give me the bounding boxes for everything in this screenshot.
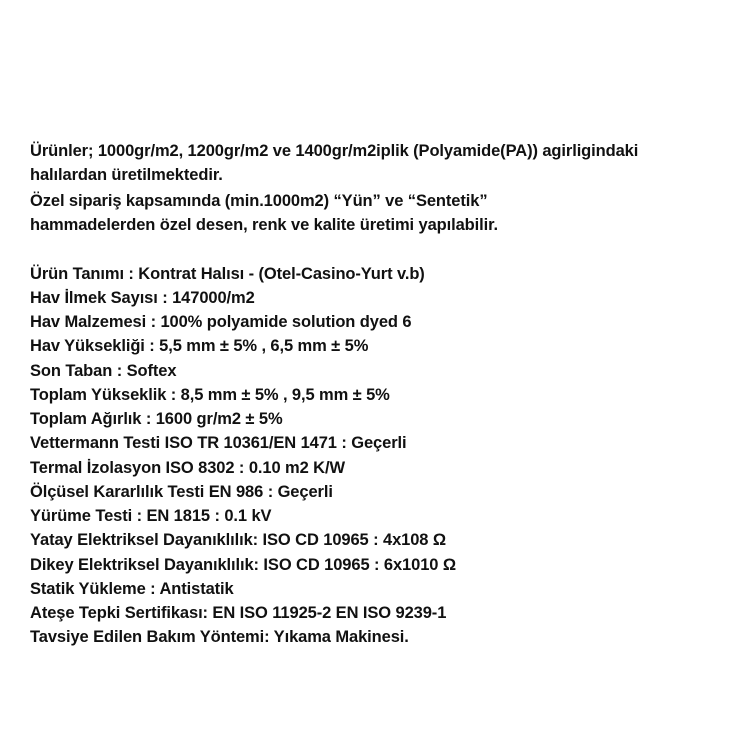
spec-row: Son Taban : Softex xyxy=(30,361,177,380)
spec-row: Hav İlmek Sayısı : 147000/m2 xyxy=(30,288,255,307)
intro-paragraphs xyxy=(30,140,732,238)
spec-row: Ateşe Tepki Sertifikası: EN ISO 11925-2 EN ISO 9239-1 xyxy=(30,604,447,623)
spec-row: Dikey Elektriksel Dayanıklılık: ISO CD 10965 : 6x1010 Ω xyxy=(30,555,456,574)
spec-row: Toplam Yükseklik : 8,5 mm ± 5% , 9,5 mm ± 5% xyxy=(30,385,390,404)
spec-row: Hav Yüksekliği : 5,5 mm ± 5% , 6,5 mm ± 5% xyxy=(30,337,369,356)
spec-row: Yürüme Testi : EN 1815 : 0.1 kV xyxy=(30,507,272,526)
spec-row: Vettermann Testi ISO TR 10361/EN 1471 : Geçerli xyxy=(30,434,407,453)
spec-row: Termal İzolasyon ISO 8302 : 0.10 m2 K/W xyxy=(30,458,345,477)
spec-row: Ürün Tanımı : Kontrat Halısı - (Otel-Casino-Yurt v.b) xyxy=(30,264,425,283)
spec-row: Ölçüsel Kararlılık Testi EN 986 : Geçerli xyxy=(30,482,333,501)
intro-line-1: Ürünler; 1000gr/m2, 1200gr/m2 ve 1400gr/m2iplik (Polyamide(PA)) agirligindaki xyxy=(30,142,639,160)
spec-row: Hav Malzemesi : 100% polyamide solution dyed 6 xyxy=(30,313,412,332)
spec-row: Tavsiye Edilen Bakım Yöntemi: Yıkama Makinesi. xyxy=(30,628,409,647)
specification-list xyxy=(30,262,732,650)
spec-row: Statik Yükleme : Antistatik xyxy=(30,579,234,598)
spec-row: Yatay Elektriksel Dayanıklılık: ISO CD 10965 : 4x108 Ω xyxy=(30,531,446,550)
intro-line-4: hammadelerden özel desen, renk ve kalite üretimi yapılabilir. xyxy=(30,215,499,234)
intro-line-2: halılardan üretilmektedir. xyxy=(30,165,223,184)
spec-row: Toplam Ağırlık : 1600 gr/m2 ± 5% xyxy=(30,410,283,429)
intro-line-3: Özel sipariş kapsamında (min.1000m2) “Yün” ve “Sentetik” xyxy=(30,191,488,210)
